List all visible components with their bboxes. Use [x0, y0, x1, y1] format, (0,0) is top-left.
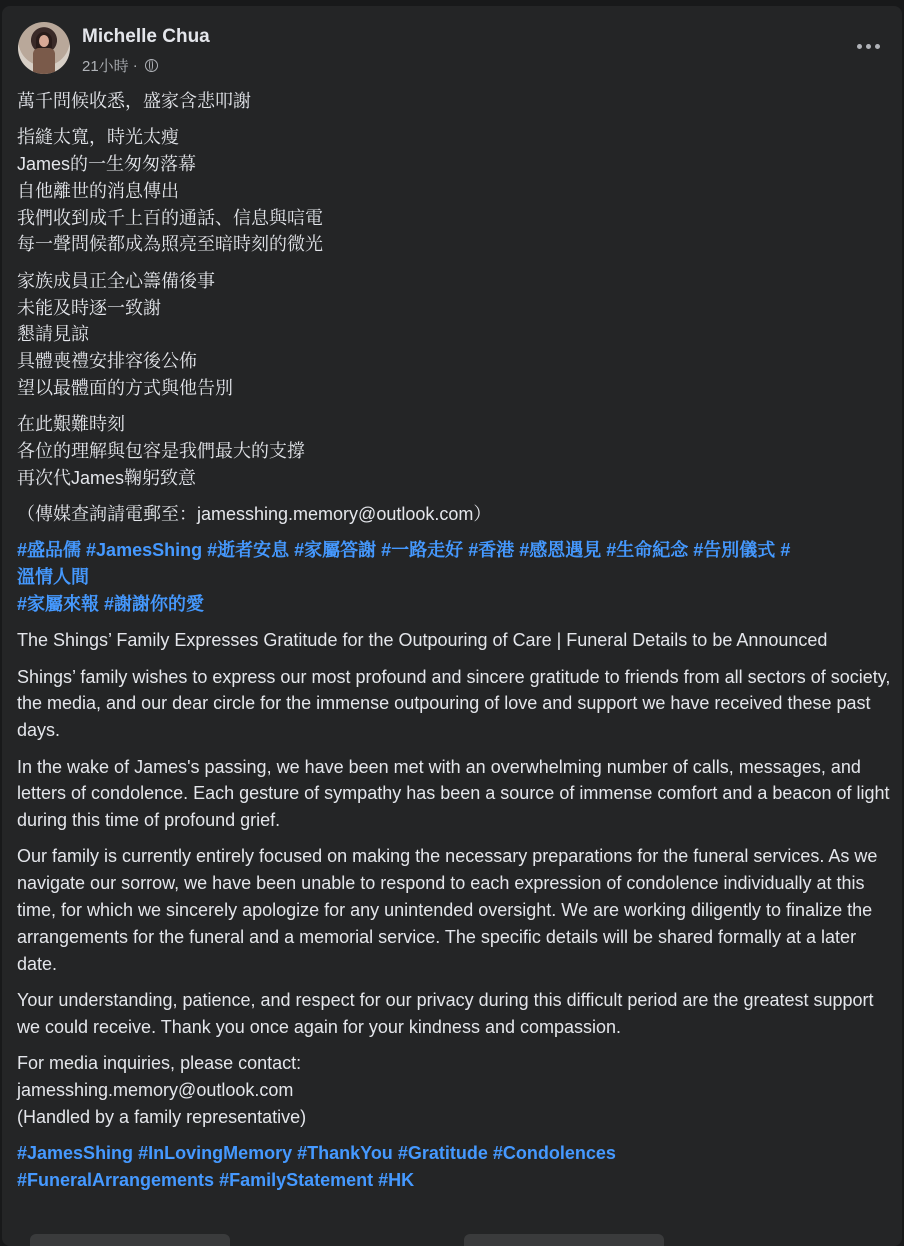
en-paragraph-2: In the wake of James's passing, we have been met with an overwhelming number of calls, messages, and letters of condolence. Each gesture of sympathy has been a source of immense comfort and a beacon of light during this time of profound grief.: [17, 756, 890, 831]
hashtag-link[interactable]: #FuneralArrangements: [17, 1169, 215, 1190]
post-meta: [82, 55, 158, 76]
hashtag-link[interactable]: #謝謝你的愛: [104, 594, 205, 615]
hashtag-link[interactable]: #盛品儒: [17, 540, 82, 561]
hashtag-link[interactable]: #: [780, 540, 791, 561]
hashtag-link[interactable]: #一路走好: [381, 540, 464, 561]
hashtag-link[interactable]: #Condolences: [492, 1142, 616, 1163]
meta-separator: ·: [132, 57, 138, 74]
zh-paragraph-3: 在此艱難時刻 各位的理解與包容是我們最大的支撐 再次代James鞠躬致意: [17, 414, 305, 488]
hashtag-link[interactable]: #逝者安息: [207, 540, 290, 561]
en-paragraph-3: Our family is currently entirely focused on making the necessary preparations for the funeral services. As we navigate our sorrow, we have been unable to respond to each expression of condolence individually at this time, for which we sincerely apologize for any unintended oversight. We are working diligently to finalize the arrangements for the funeral and a memorial service. The specific details will be shared formally at a later date.: [17, 846, 878, 974]
hashtag-link[interactable]: #FamilyStatement: [219, 1169, 374, 1190]
hashtag-link[interactable]: #家屬來報: [17, 594, 100, 615]
hashtag-link[interactable]: #生命紀念: [606, 540, 689, 561]
zh-hashtags: [17, 537, 892, 617]
hashtag-link[interactable]: #Gratitude: [397, 1142, 488, 1163]
author-name[interactable]: Michelle Chua: [82, 26, 210, 47]
hashtag-link[interactable]: #JamesShing: [86, 540, 203, 561]
hashtag-link[interactable]: #告別儀式: [693, 540, 776, 561]
en-title: The Shings’ Family Expresses Gratitude for the Outpouring of Care | Funeral Details to be Announced: [17, 630, 828, 651]
zh-media-contact: （傳媒查詢請電郵至：jamesshing.memory@outlook.com）: [17, 504, 492, 525]
hashtag-link[interactable]: #家屬答謝: [294, 540, 377, 561]
en-hashtags: [17, 1140, 892, 1194]
hashtag-link[interactable]: 溫情人間: [17, 567, 89, 588]
hashtag-link[interactable]: #HK: [378, 1169, 415, 1190]
hashtag-link[interactable]: #InLovingMemory: [138, 1142, 293, 1163]
hashtag-link[interactable]: #香港: [468, 540, 515, 561]
hashtag-link[interactable]: #感恩遇見: [519, 540, 602, 561]
post-header: [18, 22, 886, 78]
post-body: [17, 88, 892, 1203]
more-options-icon[interactable]: [857, 44, 880, 49]
en-contact: For media inquiries, please contact: jamesshing.memory@outlook.com (Handled by a family representative): [17, 1053, 307, 1127]
hashtag-link[interactable]: #ThankYou: [297, 1142, 393, 1163]
hashtag-link[interactable]: #JamesShing: [17, 1142, 134, 1163]
zh-paragraph-2: 家族成員正全心籌備後事 未能及時逐一致謝 懇請見諒 具體喪禮安排容後公佈 望以最體面的方式與他告別: [17, 270, 233, 398]
en-paragraph-4: Your understanding, patience, and respect for our privacy during this difficult period are the greatest support we could receive. Thank you once again for your kindness and compassion.: [17, 989, 874, 1037]
post-timestamp[interactable]: 21小時: [82, 58, 129, 75]
zh-paragraph-1: 指縫太寬，時光太瘦 James的一生匆匆落幕 自他離世的消息傳出 我們收到成千上百的通話、信息與唁電 每一聲問候都成為照亮至暗時刻的微光: [17, 127, 323, 255]
post-card: [2, 6, 902, 1246]
globe-icon[interactable]: [145, 59, 158, 72]
zh-headline: 萬千問候收悉，盛家含悲叩謝: [17, 91, 251, 111]
en-paragraph-1: Shings’ family wishes to express our most profound and sincere gratitude to friends from all sectors of society, the media, and our dear circle for the immense outpouring of love and support we have received these past days.: [17, 666, 891, 741]
avatar[interactable]: [18, 22, 70, 74]
